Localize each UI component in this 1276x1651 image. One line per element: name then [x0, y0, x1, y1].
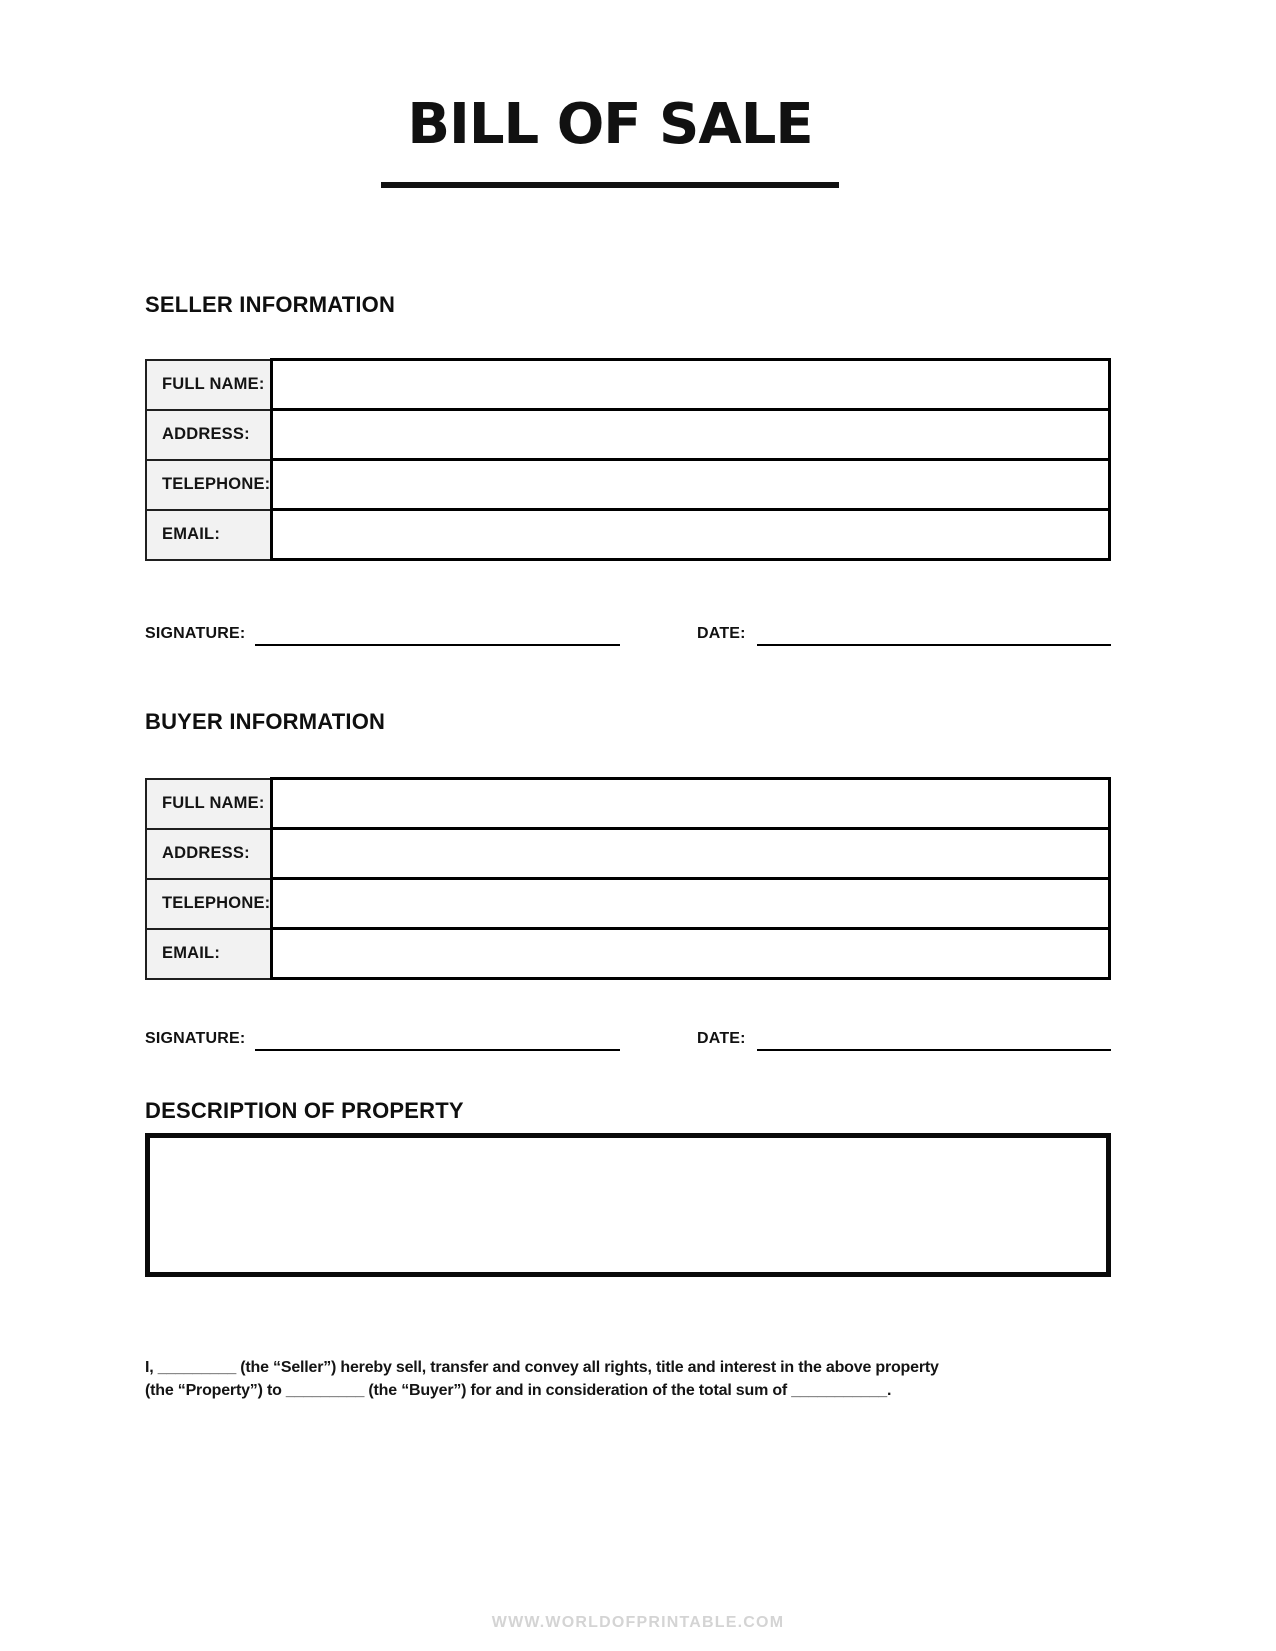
seller-fullname-label: FULL NAME:: [146, 360, 271, 410]
buyer-signature-label: SIGNATURE:: [145, 1030, 246, 1047]
buyer-signature-line[interactable]: [255, 1027, 620, 1051]
buyer-telephone-field[interactable]: [271, 879, 1110, 929]
seller-fullname-field[interactable]: [271, 360, 1110, 410]
declaration-line-2: (the “Property”) to _________ (the “Buyer”) for and in consideration of the total sum of ___________.: [145, 1382, 892, 1399]
table-row: [146, 360, 1110, 410]
buyer-email-label: EMAIL:: [146, 929, 271, 979]
table-row: [146, 410, 1110, 460]
seller-section-heading: SELLER INFORMATION: [145, 292, 396, 317]
title-underline: [381, 182, 839, 188]
declaration-paragraph: [145, 1356, 1155, 1402]
table-row: [146, 929, 1110, 979]
seller-address-field[interactable]: [271, 410, 1110, 460]
seller-address-label: ADDRESS:: [146, 410, 271, 460]
property-description-box[interactable]: [145, 1133, 1111, 1277]
footer-website-text: WWW.WORLDOFPRINTABLE.COM: [491, 1614, 785, 1631]
buyer-info-table: [145, 777, 1111, 980]
seller-date-line[interactable]: [757, 622, 1111, 646]
property-section-heading: DESCRIPTION OF PROPERTY: [145, 1098, 464, 1123]
buyer-date-line[interactable]: [757, 1027, 1111, 1051]
buyer-signature-row: [145, 1025, 1111, 1051]
table-row: [146, 779, 1110, 829]
buyer-email-field[interactable]: [271, 929, 1110, 979]
seller-signature-line[interactable]: [255, 622, 620, 646]
page-title: BILL OF SALE: [407, 92, 813, 157]
seller-email-field[interactable]: [271, 510, 1110, 560]
seller-signature-label: SIGNATURE:: [145, 625, 246, 642]
seller-telephone-label: TELEPHONE:: [146, 460, 271, 510]
buyer-date-label: DATE:: [697, 1030, 746, 1047]
buyer-telephone-label: TELEPHONE:: [146, 879, 271, 929]
seller-telephone-field[interactable]: [271, 460, 1110, 510]
table-row: [146, 879, 1110, 929]
seller-info-table: [145, 358, 1111, 561]
seller-signature-row: [145, 620, 1111, 646]
declaration-line-1: I, _________ (the “Seller”) hereby sell, transfer and convey all rights, title and interest in the above property: [145, 1359, 939, 1376]
buyer-address-label: ADDRESS:: [146, 829, 271, 879]
table-row: [146, 510, 1110, 560]
buyer-section-heading: BUYER INFORMATION: [145, 709, 386, 734]
buyer-fullname-label: FULL NAME:: [146, 779, 271, 829]
title-block: [0, 92, 1220, 157]
table-row: [146, 829, 1110, 879]
buyer-fullname-field[interactable]: [271, 779, 1110, 829]
table-row: [146, 460, 1110, 510]
buyer-address-field[interactable]: [271, 829, 1110, 879]
seller-email-label: EMAIL:: [146, 510, 271, 560]
seller-date-label: DATE:: [697, 625, 746, 642]
